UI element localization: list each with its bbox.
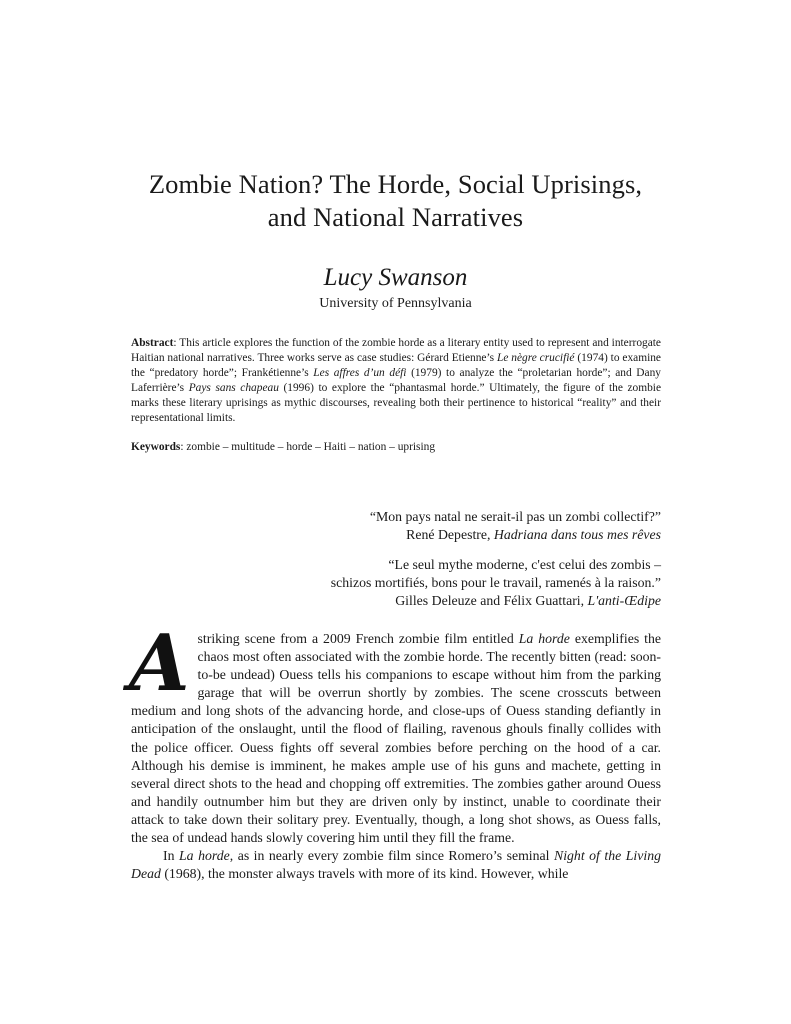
keywords bbox=[131, 440, 661, 455]
paragraph-2-text-c: (1968), the monster always travels with more of its kind. However, while bbox=[160, 866, 569, 882]
epigraph-2-quote-line-1: “Le seul mythe moderne, c'est celui des zombis – bbox=[388, 557, 661, 572]
author-affiliation: University of Pennsylvania bbox=[319, 296, 472, 311]
abstract-title-3: Pays sans chapeau bbox=[188, 382, 279, 395]
epigraph-1-attribution bbox=[370, 526, 661, 544]
abstract-text-4: (1996) to explore the “phantasmal horde.” Ultimately, the figure of the zombie marks these literary uprisings as mythic discourses, revealing both their pertinence to historical “reality” and their representational limits. bbox=[131, 382, 662, 425]
epigraph-1-quote: “Mon pays natal ne serait-il pas un zombi collectif?” bbox=[369, 509, 661, 524]
epigraph-2-authors: Gilles Deleuze and Félix Guattari, bbox=[395, 593, 588, 608]
abstract-title-2: Les affres d’un défi bbox=[313, 367, 407, 380]
abstract bbox=[131, 336, 661, 427]
body-text bbox=[129, 618, 662, 883]
epigraph-2-quote-line-2: schizos mortifiés, bons pour le travail, ramenés à la raison.” bbox=[330, 575, 661, 590]
paragraph-1 bbox=[129, 618, 662, 847]
paragraph-2 bbox=[131, 847, 661, 883]
epigraph-1-author: René Depestre, bbox=[406, 527, 494, 542]
author-name: Lucy Swanson bbox=[323, 264, 468, 291]
paragraph-1-text-a: striking scene from a 2009 French zombie film entitled bbox=[197, 631, 519, 646]
paragraph-2-film-title-1: La horde bbox=[179, 848, 230, 864]
abstract-text-1: : This article explores the function of the zombie horde as a literary entity used to represent and interrogate Haitian national narratives. Three works serve as case studies: Gérard Etienne’s bbox=[131, 337, 661, 365]
abstract-text-3: (1979) to analyze the “proletarian horde”; and Dany Laferrière’s bbox=[131, 367, 661, 395]
paragraph-2-text-b: , as in nearly every zombie film since Romero’s seminal bbox=[229, 848, 554, 864]
abstract-title-1: Le nègre crucifié bbox=[496, 352, 575, 365]
abstract-label: Abstract bbox=[131, 337, 174, 349]
paragraph-1-text-b: exemplifies the chaos most often associated with the zombie horde. The recently bitten (read: soon-to-be undead) Ouess tells his companions to escape without him from the parking garage that will be overrun shortly by zombies. The scene crosscuts between medium and long shots of the advancing horde, and close-ups of Ouess standing defiantly in anticipation of the onslaught, until the flood of flailing, ravenous ghouls finally collides with the police officer. Ouess fights off several zombies before perching on the hood of a car. Although his demise is imminent, he makes ample use of his guns and machete, getting in several direct shots to the head and chopping off extremities. The zombies gather around Ouess and handily outnumber him but they are driven only by instinct, unable to coordinate their attack to take down their solitary prey. Eventually, though, a long shot shows, as Ouess falls, the sea of undead hands slowly covering him until they fill the frame. bbox=[131, 631, 662, 846]
epigraph-1-work: Hadriana dans tous mes rêves bbox=[493, 527, 661, 542]
paragraph-2-text-a: In bbox=[163, 848, 179, 864]
article-title bbox=[100, 168, 691, 234]
epigraph-2-work: L'anti-Œdipe bbox=[587, 593, 661, 608]
abstract-text-2: (1974) to examine the “predatory horde”; Frankétienne’s bbox=[131, 352, 661, 380]
paragraph-1-film-title: La horde bbox=[518, 631, 570, 646]
keywords-text: : zombie – multitude – horde – Haiti – nation – uprising bbox=[180, 441, 436, 453]
keywords-label: Keywords bbox=[131, 441, 181, 453]
title-line-2: and National Narratives bbox=[267, 202, 524, 232]
drop-cap: A bbox=[129, 618, 190, 709]
epigraph-depestre bbox=[370, 508, 661, 544]
paragraph-2-film-title-2: Night of the Living Dead bbox=[131, 848, 661, 882]
epigraph-2-attribution bbox=[331, 592, 661, 610]
title-line-1: Zombie Nation? The Horde, Social Uprisings, bbox=[148, 169, 643, 199]
epigraph-deleuze-guattari bbox=[331, 556, 661, 610]
